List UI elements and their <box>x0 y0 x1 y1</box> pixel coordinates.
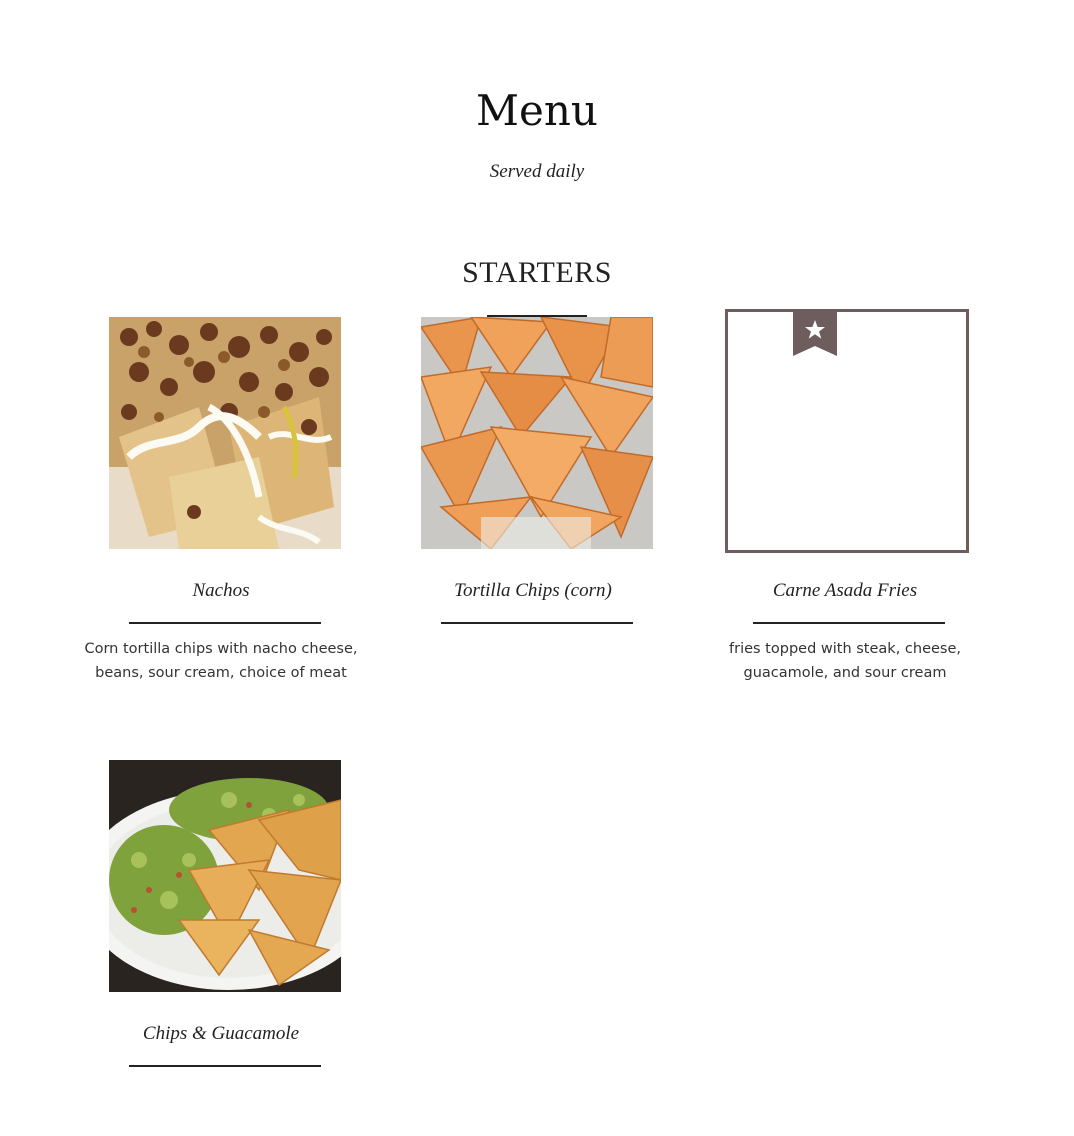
item-description <box>65 637 377 685</box>
chips-guacamole-photo <box>109 760 341 992</box>
item-name: Tortilla Chips (corn) <box>454 580 612 601</box>
page-subtitle: Served daily <box>489 161 585 182</box>
item-description-line: Corn tortilla chips with nacho cheese, <box>84 641 358 657</box>
section-title: STARTERS <box>462 256 612 289</box>
page-title: Menu <box>476 86 598 135</box>
item-name: Carne Asada Fries <box>772 580 918 601</box>
item-description-line: guacamole, and sour cream <box>743 665 947 681</box>
item-divider <box>129 622 321 624</box>
tortilla-chips-photo <box>421 317 653 549</box>
star-ribbon-icon <box>793 312 837 356</box>
item-description-line: beans, sour cream, choice of meat <box>95 665 347 681</box>
item-divider <box>753 622 945 624</box>
item-divider <box>441 622 633 624</box>
item-name: Chips & Guacamole <box>142 1023 300 1044</box>
nachos-photo <box>109 317 341 549</box>
item-description <box>689 637 1001 685</box>
item-name: Nachos <box>192 580 250 601</box>
featured-placeholder <box>725 309 969 553</box>
item-divider <box>129 1065 321 1067</box>
item-description-line: fries topped with steak, cheese, <box>729 641 961 657</box>
